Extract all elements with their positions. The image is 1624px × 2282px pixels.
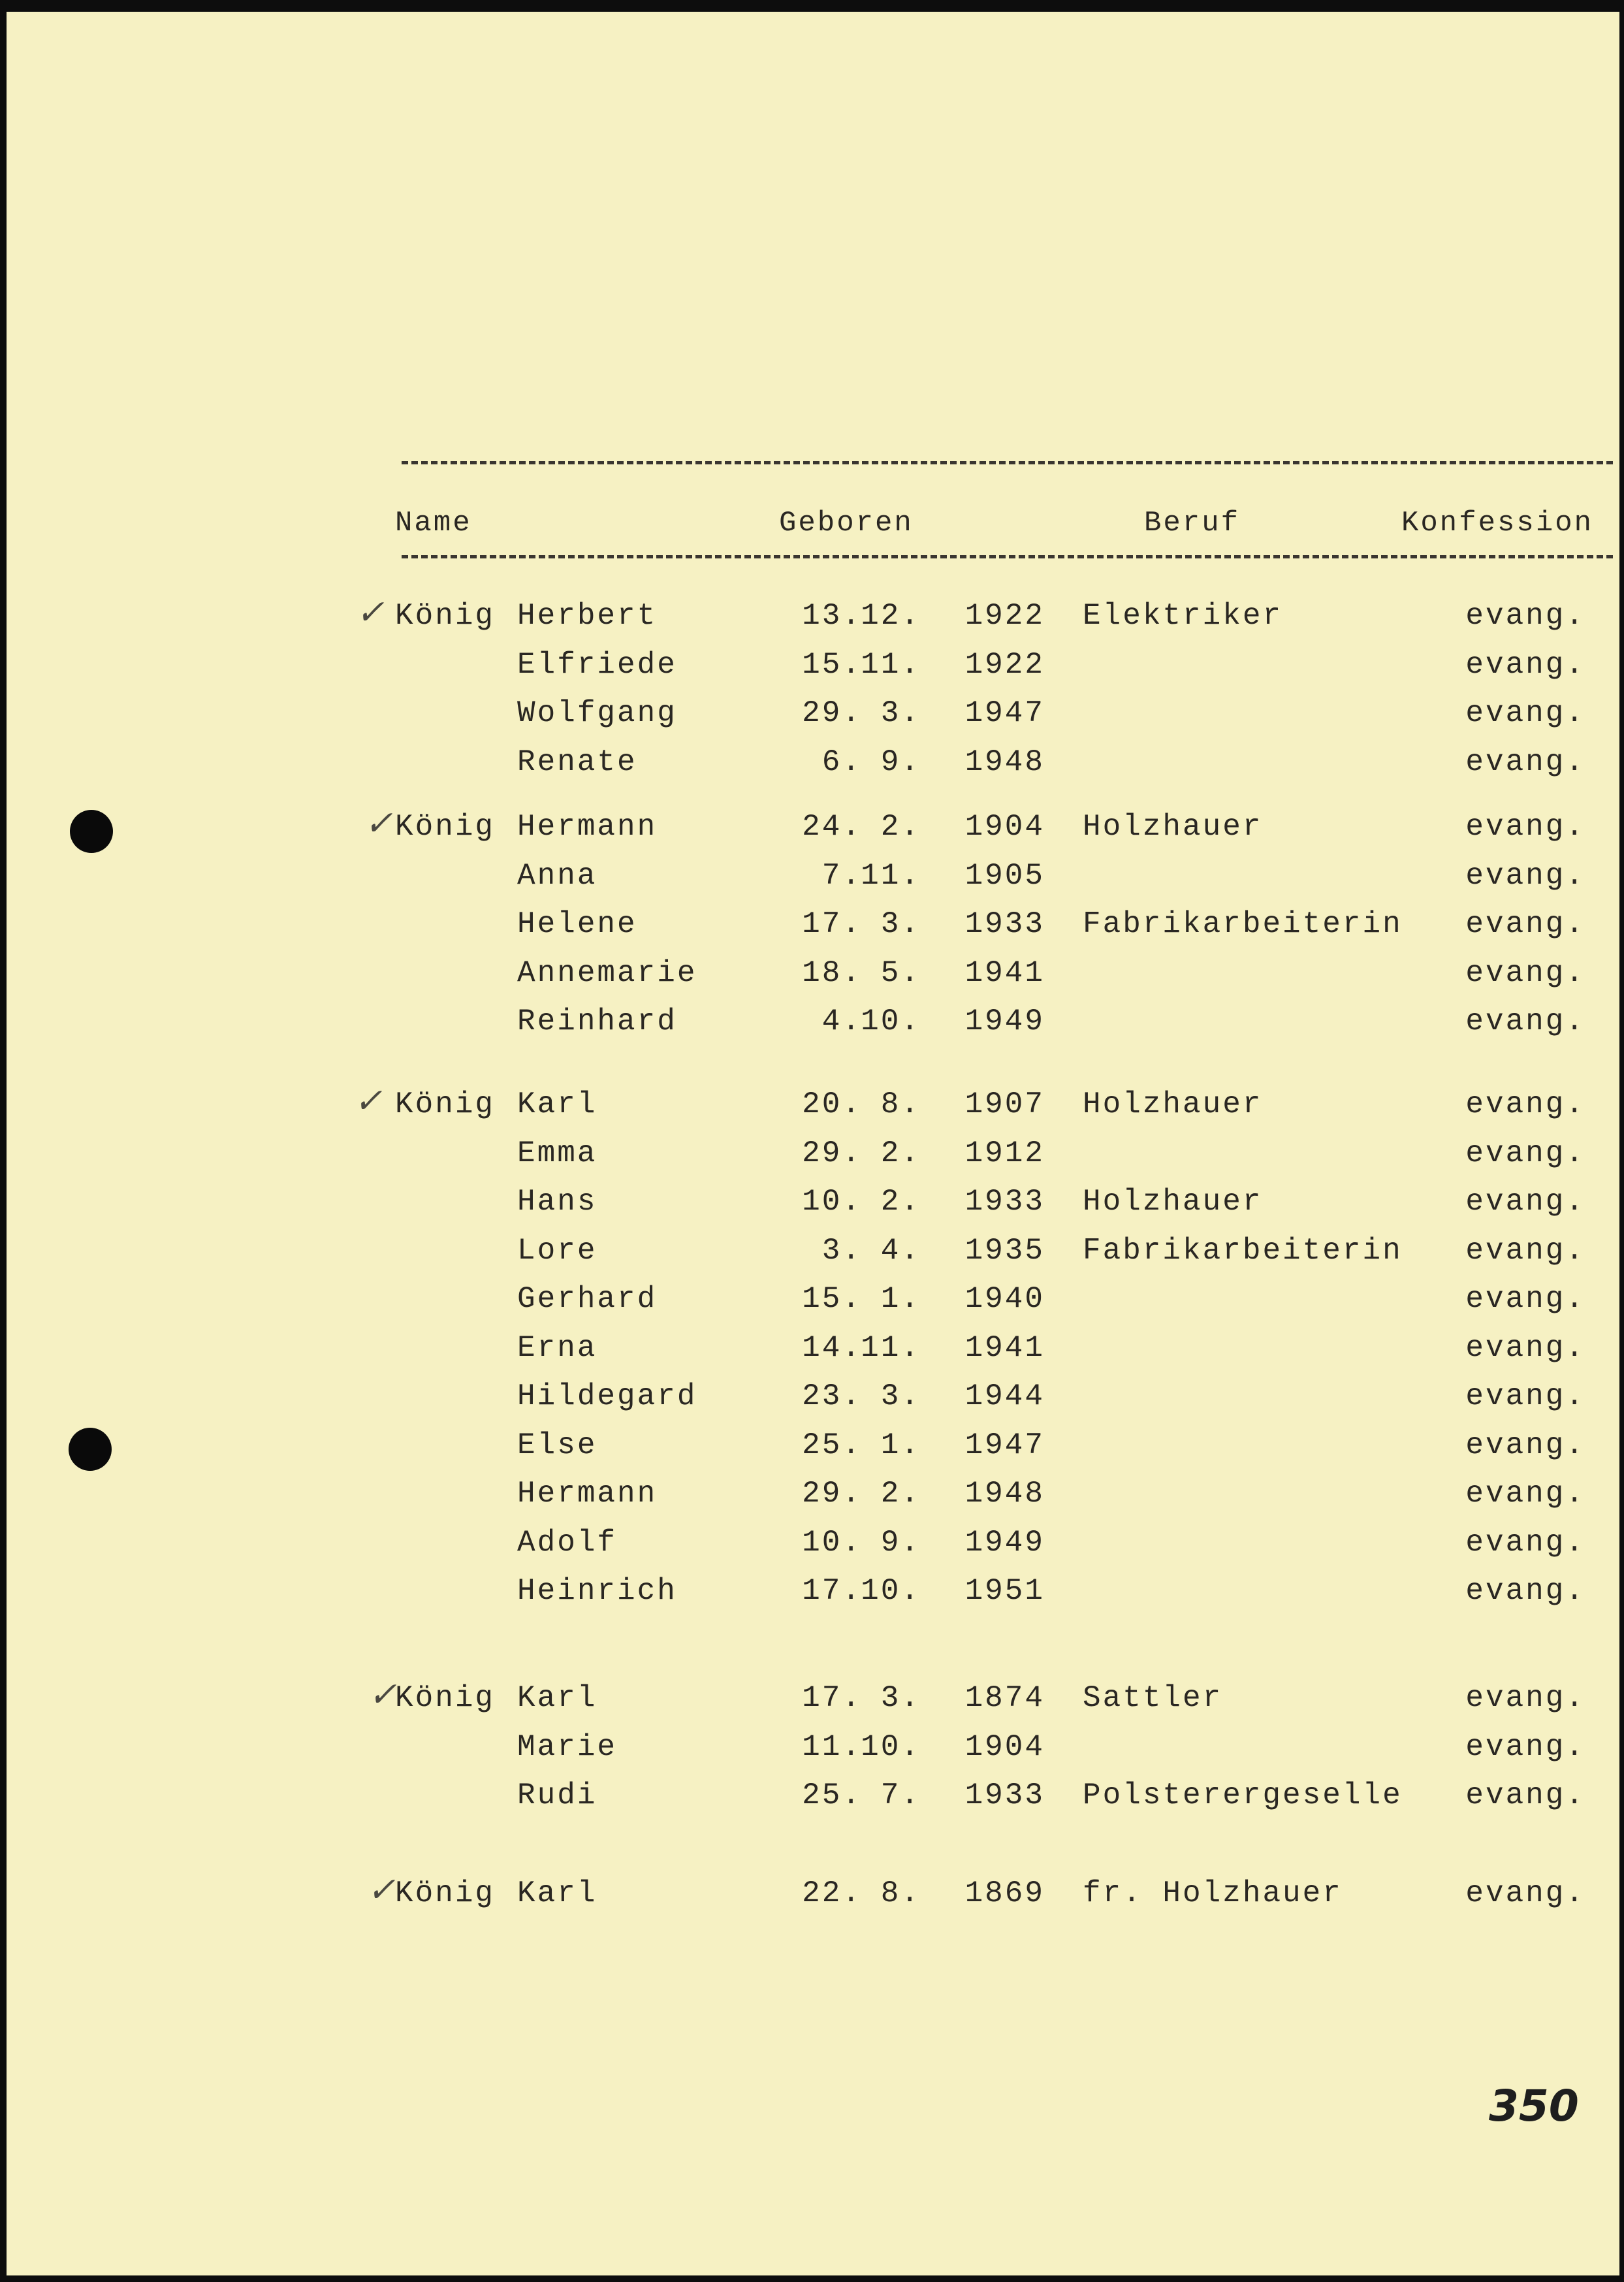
birth-year: 1941	[964, 956, 1045, 990]
surname: König	[395, 1876, 496, 1910]
birth-month: 1.	[880, 1282, 921, 1316]
occupation: Holzhauer	[1083, 1087, 1263, 1121]
confession: evang.	[1465, 810, 1585, 844]
birth-month: 5.	[880, 956, 921, 990]
birth-month: 2.	[880, 1185, 921, 1219]
confession: evang.	[1465, 1330, 1585, 1365]
confession: evang.	[1465, 1574, 1585, 1608]
birth-day: 10.	[802, 1525, 862, 1560]
given-name: Annemarie	[517, 956, 697, 990]
birth-month: 11.	[861, 1330, 921, 1365]
occupation: Fabrikarbeiterin	[1083, 907, 1403, 941]
birth-day: 29.	[802, 1477, 862, 1511]
page-number: 350	[1489, 2081, 1579, 2131]
birth-month: 2.	[880, 810, 921, 844]
handwritten-check-mark: ✓	[368, 1675, 397, 1714]
birth-day: 17.	[802, 907, 862, 941]
confession: evang.	[1465, 1525, 1585, 1560]
birth-day: 20.	[802, 1087, 862, 1121]
birth-month: 3.	[880, 1681, 921, 1715]
confession: evang.	[1465, 1477, 1585, 1511]
confession: evang.	[1465, 1004, 1585, 1038]
header-geboren: Geboren	[779, 507, 914, 539]
given-name: Karl	[517, 1681, 597, 1715]
given-name: Marie	[517, 1729, 618, 1764]
birth-year: 1905	[964, 858, 1045, 893]
given-name: Anna	[517, 858, 597, 893]
birth-month: 11.	[861, 647, 921, 682]
confession: evang.	[1465, 858, 1585, 893]
handwritten-check-mark: ✓	[364, 804, 393, 843]
birth-day: 11.	[802, 1729, 862, 1764]
birth-year: 1933	[964, 1185, 1045, 1219]
surname: König	[395, 599, 496, 633]
birth-day: 23.	[802, 1379, 862, 1413]
birth-day: 25.	[802, 1778, 862, 1812]
birth-day: 25.	[802, 1428, 862, 1462]
birth-year: 1948	[964, 1477, 1045, 1511]
given-name: Wolfgang	[517, 696, 677, 730]
handwritten-check-mark: ✓	[356, 593, 385, 632]
given-name: Gerhard	[517, 1282, 658, 1316]
given-name: Hermann	[517, 1477, 658, 1511]
birth-year: 1949	[964, 1004, 1045, 1038]
given-name: Herbert	[517, 599, 658, 633]
birth-day: 15.	[802, 1282, 862, 1316]
birth-year: 1904	[964, 1729, 1045, 1764]
given-name: Karl	[517, 1876, 597, 1910]
confession: evang.	[1465, 1379, 1585, 1413]
occupation: Fabrikarbeiterin	[1083, 1233, 1403, 1268]
occupation: Elektriker	[1083, 599, 1283, 633]
birth-year: 1922	[964, 599, 1045, 633]
birth-day: 17.	[802, 1681, 862, 1715]
confession: evang.	[1465, 647, 1585, 682]
birth-year: 1940	[964, 1282, 1045, 1316]
birth-year: 1933	[964, 1778, 1045, 1812]
confession: evang.	[1465, 1233, 1585, 1268]
occupation: Polsterergeselle	[1083, 1778, 1403, 1812]
confession: evang.	[1465, 1087, 1585, 1121]
birth-year: 1935	[964, 1233, 1045, 1268]
birth-day: 29.	[802, 1136, 862, 1170]
confession: evang.	[1465, 745, 1585, 779]
birth-month: 2.	[880, 1477, 921, 1511]
birth-year: 1941	[964, 1330, 1045, 1365]
given-name: Lore	[517, 1233, 597, 1268]
confession: evang.	[1465, 1729, 1585, 1764]
birth-year: 1948	[964, 745, 1045, 779]
birth-year: 1907	[964, 1087, 1045, 1121]
birth-year: 1904	[964, 810, 1045, 844]
birth-year: 1944	[964, 1379, 1045, 1413]
birth-year: 1874	[964, 1681, 1045, 1715]
given-name: Hildegard	[517, 1379, 697, 1413]
occupation: Sattler	[1083, 1681, 1223, 1715]
birth-year: 1947	[964, 696, 1045, 730]
punch-hole-bottom	[69, 1428, 112, 1471]
confession: evang.	[1465, 1428, 1585, 1462]
birth-month: 8.	[880, 1087, 921, 1121]
given-name: Helene	[517, 907, 637, 941]
birth-month: 2.	[880, 1136, 921, 1170]
surname: König	[395, 810, 496, 844]
header-beruf: Beruf	[1144, 507, 1241, 539]
birth-day: 15.	[802, 647, 862, 682]
header-konfession: Konfession	[1401, 507, 1594, 539]
handwritten-check-mark: ✓	[367, 1871, 396, 1910]
birth-day: 6.	[821, 745, 862, 779]
birth-month: 9.	[880, 1525, 921, 1560]
birth-month: 3.	[880, 907, 921, 941]
given-name: Hans	[517, 1185, 597, 1219]
confession: evang.	[1465, 1282, 1585, 1316]
confession: evang.	[1465, 1681, 1585, 1715]
birth-month: 10.	[861, 1574, 921, 1608]
surname: König	[395, 1087, 496, 1121]
birth-year: 1951	[964, 1574, 1045, 1608]
birth-day: 29.	[802, 696, 862, 730]
birth-day: 18.	[802, 956, 862, 990]
confession: evang.	[1465, 599, 1585, 633]
handwritten-check-mark: ✓	[354, 1082, 383, 1121]
given-name: Hermann	[517, 810, 658, 844]
occupation: Holzhauer	[1083, 1185, 1263, 1219]
given-name: Emma	[517, 1136, 597, 1170]
birth-day: 22.	[802, 1876, 862, 1910]
birth-month: 4.	[880, 1233, 921, 1268]
confession: evang.	[1465, 1778, 1585, 1812]
birth-day: 14.	[802, 1330, 862, 1365]
given-name: Adolf	[517, 1525, 618, 1560]
birth-day: 4.	[821, 1004, 862, 1038]
birth-day: 17.	[802, 1574, 862, 1608]
birth-month: 10.	[861, 1004, 921, 1038]
given-name: Rudi	[517, 1778, 597, 1812]
document-page	[7, 12, 1619, 2275]
birth-year: 1869	[964, 1876, 1045, 1910]
confession: evang.	[1465, 1876, 1585, 1910]
birth-day: 3.	[821, 1233, 862, 1268]
birth-day: 10.	[802, 1185, 862, 1219]
birth-month: 3.	[880, 1379, 921, 1413]
given-name: Elfriede	[517, 647, 677, 682]
birth-day: 13.	[802, 599, 862, 633]
birth-year: 1933	[964, 907, 1045, 941]
birth-month: 10.	[861, 1729, 921, 1764]
birth-month: 8.	[880, 1876, 921, 1910]
confession: evang.	[1465, 907, 1585, 941]
confession: evang.	[1465, 1136, 1585, 1170]
birth-month: 7.	[880, 1778, 921, 1812]
given-name: Heinrich	[517, 1574, 677, 1608]
birth-year: 1922	[964, 647, 1045, 682]
surname: König	[395, 1681, 496, 1715]
birth-year: 1912	[964, 1136, 1045, 1170]
birth-year: 1947	[964, 1428, 1045, 1462]
given-name: Erna	[517, 1330, 597, 1365]
header-dashed-rule	[402, 555, 1613, 558]
birth-month: 9.	[880, 745, 921, 779]
confession: evang.	[1465, 956, 1585, 990]
occupation: fr. Holzhauer	[1083, 1876, 1343, 1910]
birth-day: 24.	[802, 810, 862, 844]
birth-month: 1.	[880, 1428, 921, 1462]
birth-month: 11.	[861, 858, 921, 893]
occupation: Holzhauer	[1083, 810, 1263, 844]
birth-month: 12.	[861, 599, 921, 633]
given-name: Renate	[517, 745, 637, 779]
top-dashed-rule	[402, 461, 1613, 464]
birth-month: 3.	[880, 696, 921, 730]
given-name: Else	[517, 1428, 597, 1462]
birth-year: 1949	[964, 1525, 1045, 1560]
punch-hole-top	[70, 810, 113, 853]
given-name: Karl	[517, 1087, 597, 1121]
header-name: Name	[395, 507, 472, 539]
given-name: Reinhard	[517, 1004, 677, 1038]
birth-day: 7.	[821, 858, 862, 893]
confession: evang.	[1465, 696, 1585, 730]
confession: evang.	[1465, 1185, 1585, 1219]
